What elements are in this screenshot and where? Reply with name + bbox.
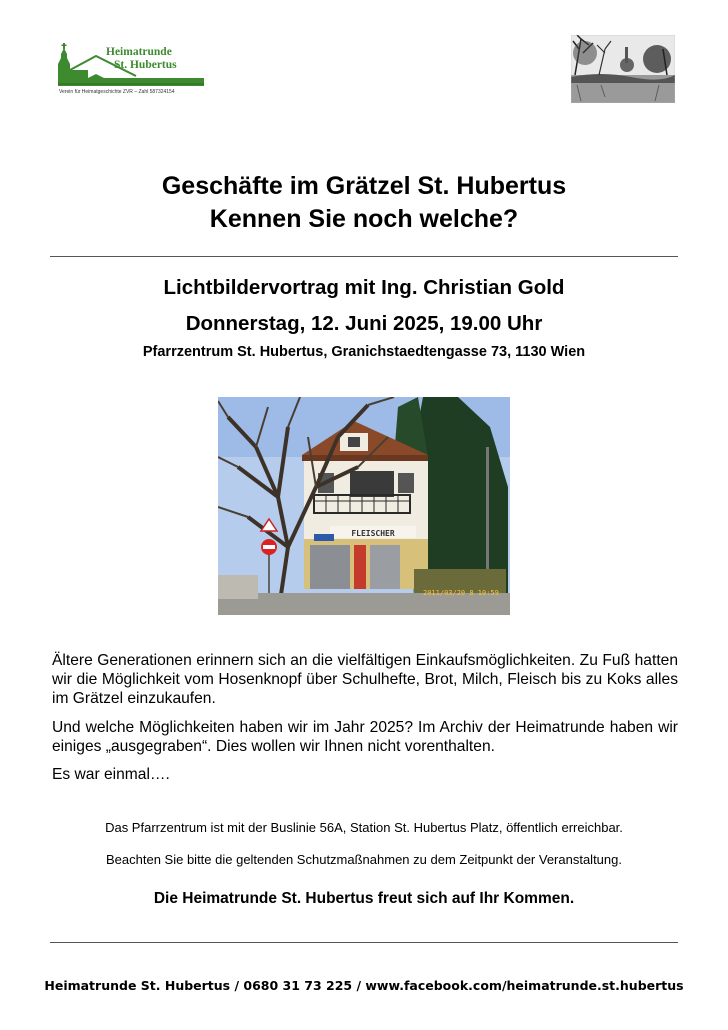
page-title-line2: Kennen Sie noch welche? xyxy=(209,205,519,233)
transport-note: Das Pfarrzentrum ist mit der Buslinie 56A, Station St. Hubertus Platz, öffentlich erreichbar. xyxy=(105,820,623,835)
event-talk: Lichtbildervortrag mit Ing. Christian Gold xyxy=(163,276,565,299)
divider-top xyxy=(50,256,678,257)
pond-trees-photo xyxy=(571,35,675,103)
divider-bottom xyxy=(50,942,678,943)
shop-sign-text: FLEISCHER xyxy=(351,529,395,538)
logo-tagline: Verein für Heimatgeschichte ZVR – Zahl 587324154 xyxy=(59,89,175,95)
event-venue: Pfarrzentrum St. Hubertus, Granichstaedtengasse 73, 1130 Wien xyxy=(142,344,586,360)
logo-title-line1: Heimatrunde xyxy=(106,46,172,58)
event-datetime: Donnerstag, 12. Juni 2025, 19.00 Uhr xyxy=(185,312,543,335)
photo-timestamp: 2011/03/20 8 10:59 xyxy=(423,589,499,597)
logo-title-line2: St. Hubertus xyxy=(114,59,177,71)
page-title-line1: Geschäfte im Grätzel St. Hubertus xyxy=(161,172,567,200)
butcher-shop-photo xyxy=(218,397,510,615)
body-paragraph-1: Ältere Generationen erinnern sich an die vielfältigen Einkaufsmöglichkeiten. Zu Fuß hatten wir die Möglichkeit vom Hosenknopf über Schulhefte, Brot, Milch, Fleisch bis zu Koks alles im Grätzel einzukaufen. xyxy=(52,652,678,707)
body-paragraph-2: Und welche Möglichkeiten haben wir im Jahr 2025? Im Archiv der Heimatrunde haben wir einiges „ausgegraben“. Dies wollen wir Ihnen nicht vorenthalten. xyxy=(52,719,678,755)
safety-note: Beachten Sie bitte die geltenden Schutzmaßnahmen zu dem Zeitpunkt der Veranstaltung. xyxy=(106,852,622,867)
body-paragraph-3: Es war einmal…. xyxy=(52,766,170,783)
heimatrunde-logo xyxy=(56,40,206,102)
footer-contact: Heimatrunde St. Hubertus / 0680 31 73 225 / www.facebook.com/heimatrunde.st.hubertus xyxy=(44,978,684,993)
closing-line: Die Heimatrunde St. Hubertus freut sich auf Ihr Kommen. xyxy=(153,890,575,907)
